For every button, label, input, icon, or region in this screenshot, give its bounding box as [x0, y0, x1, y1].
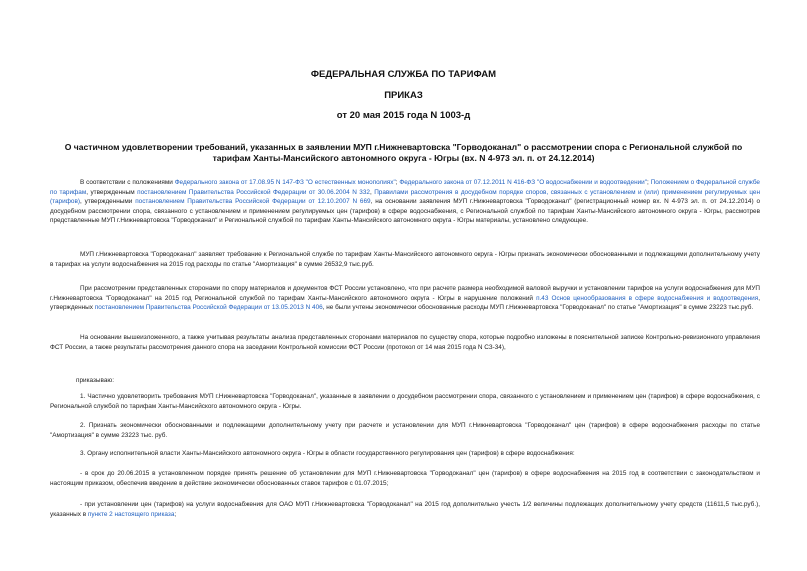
- text-segment: , утвержденным: [86, 188, 138, 196]
- document-title: О частичном удовлетворении требований, указанных в заявлении МУП г.Нижневартовска "Горводоканал" о рассмотрении спора с Региональной службой по тарифам Ханты-Мансийского автономного округа - Югры (вх. N 4-973 эл. п. от 24.12.2014): [64, 142, 743, 163]
- paragraph-grounds: На основании вышеизложенного, а также учитывая результаты анализа представленных сторонами материалов по существу спора, которые подробно изложены в пояснительной записке Контрольно-ревизионного управления ФСТ России, а также результаты рассмотрения данного спора на заседании Контрольной комиссии ФСТ России (протокол от 14 мая 2015 года N СЗ-34),: [50, 334, 760, 351]
- text-segment: - при установлении цен (тарифов) на услуги водоснабжения для ОАО МУП г.Нижневартовска "Горводоканал" на 2015 год дополнительно учесть 1/2 величины подлежащих дополнительному учету средств (11611,5 тыс.руб.), указанных в: [50, 501, 760, 518]
- document-date: от 20 мая 2015 года N 1003-д: [336, 110, 471, 121]
- agency-name: ФЕДЕРАЛЬНАЯ СЛУЖБА ПО ТАРИФАМ: [310, 69, 497, 80]
- paragraph-findings: [50, 284, 760, 313]
- link-dispute-rules[interactable]: Правилами рассмотрения в досудебном порядке споров, связанных с установлением и (или) применением регулируемых цен (тарифов): [50, 188, 761, 206]
- order-item-3: 3. Органу исполнительной власти Ханты-Мансийского автономного округа - Югры в области государственного регулирования цен (тарифов) в сфере водоснабжения:: [80, 450, 575, 457]
- link-resolution-332[interactable]: постановлением Правительства Российской Федерации от 30.06.2004 N 332: [137, 188, 370, 196]
- link-resolution-669[interactable]: постановлением Правительства Российской Федерации от 12.10.2007 N 669: [135, 198, 371, 206]
- text-segment: , утвержденных: [50, 294, 760, 312]
- text-segment: , не были учтены экономически обоснованные расходы МУП г.Нижневартовска "Горводоканал" по статье "Амортизация" в сумме 23223 тыс.руб.: [322, 304, 754, 312]
- text-segment: ,: [369, 188, 375, 196]
- paragraph-legal-basis: [50, 178, 760, 226]
- order-item-3-tariff: [50, 500, 760, 519]
- order-item-2: 2. Признать экономически обоснованными и подлежащими дополнительному учету при расчете и установлении для МУП г.Нижневартовска "Горводоканал" цен (тарифов) в сфере водоснабжения расходы по статье "Амортизация" в сумме 23223 тыс. руб.: [50, 422, 760, 439]
- link-resolution-406[interactable]: постановлением Правительства Российской Федерации от 13.05.2013 N 406: [94, 304, 323, 312]
- text-segment: , утвержденными: [80, 198, 136, 206]
- link-law-416fz[interactable]: Федерального закона от 07.12.2011 N 416-ФЗ "О водоснабжении и водоотведении": [399, 179, 648, 186]
- paragraph-claim: МУП г.Нижневартовска "Горводоканал" заявляет требование к Региональной службе по тарифам Ханты-Мансийского автономного округа - Югры признать экономически обоснованными и подлежащими дополнительному учету в тарифах на услуги водоснабжения на 2015 год расходы по статье "Амортизация" в сумме 26532,9 тыс.руб.: [50, 251, 760, 268]
- text-segment: В соответствии с положениями: [80, 179, 175, 186]
- text-segment: ;: [174, 510, 177, 518]
- link-law-147fz[interactable]: Федерального закона от 17.08.95 N 147-ФЗ "О естественных монополиях": [174, 179, 396, 186]
- text-segment: ;: [395, 179, 400, 186]
- order-item-1: 1. Частично удовлетворить требования МУП г.Нижневартовска "Горводоканал", указанные в заявлении о досудебном рассмотрении спора, связанного с установлением и применением цен (тарифов) в сфере водоснабжения, с Региональной службой по тарифам Ханты-Мансийского автономного округа - Югры.: [50, 393, 760, 410]
- link-pricing-basics-p43[interactable]: п.43 Основ ценообразования в сфере водоснабжения и водоотведения: [536, 294, 759, 302]
- paragraph-order-word: приказываю:: [76, 377, 114, 384]
- link-fst-regulation[interactable]: Положением о Федеральной службе по тарифам: [50, 179, 760, 196]
- link-order-point-2[interactable]: пункте 2 настоящего приказа: [87, 510, 175, 518]
- document-type: ПРИКАЗ: [384, 90, 423, 101]
- text-segment: ;: [647, 179, 651, 186]
- text-segment: , на основании заявления МУП г.Нижневартовска "Горводоканал" (регистрационный номер вх. N 4-973 эл. п. от 24.12.2014) о досудебном рассмотрении спора, связанного с установлением и применением регулируемых цен (тарифов) в сфере водоснабжения, с Региональной службой по тарифам Ханты-Мансийского автономного округа - Югры, рассмотрев представленные МУП г.Нижневартовска "Горводоканал" и Региональной службой по тарифам Ханты-Мансийского автономного округа - Югры материалы, установлено следующее.: [50, 198, 761, 225]
- text-segment: При рассмотрении представленных сторонами по спору материалов и документов ФСТ России установлено, что при расчете размера необходимой валовой выручки и установлении тарифов на услуги водоснабжения для МУП г.Нижневартовска "Горводоканал" на 2015 год Региональной службой по тарифам Ханты-Мансийского автономного округа - Югры в нарушение положений: [50, 285, 760, 302]
- order-item-3-deadline: - в срок до 20.06.2015 в установленном порядке принять решение об установлении для МУП г.Нижневартовска "Горводоканал" цен (тарифов) в сфере водоснабжения на 2015 год в соответствии с законодательством и настоящим приказом, обеспечив введение в действие экономически обоснованных ставок тарифов с 01.07.2015;: [50, 470, 760, 487]
